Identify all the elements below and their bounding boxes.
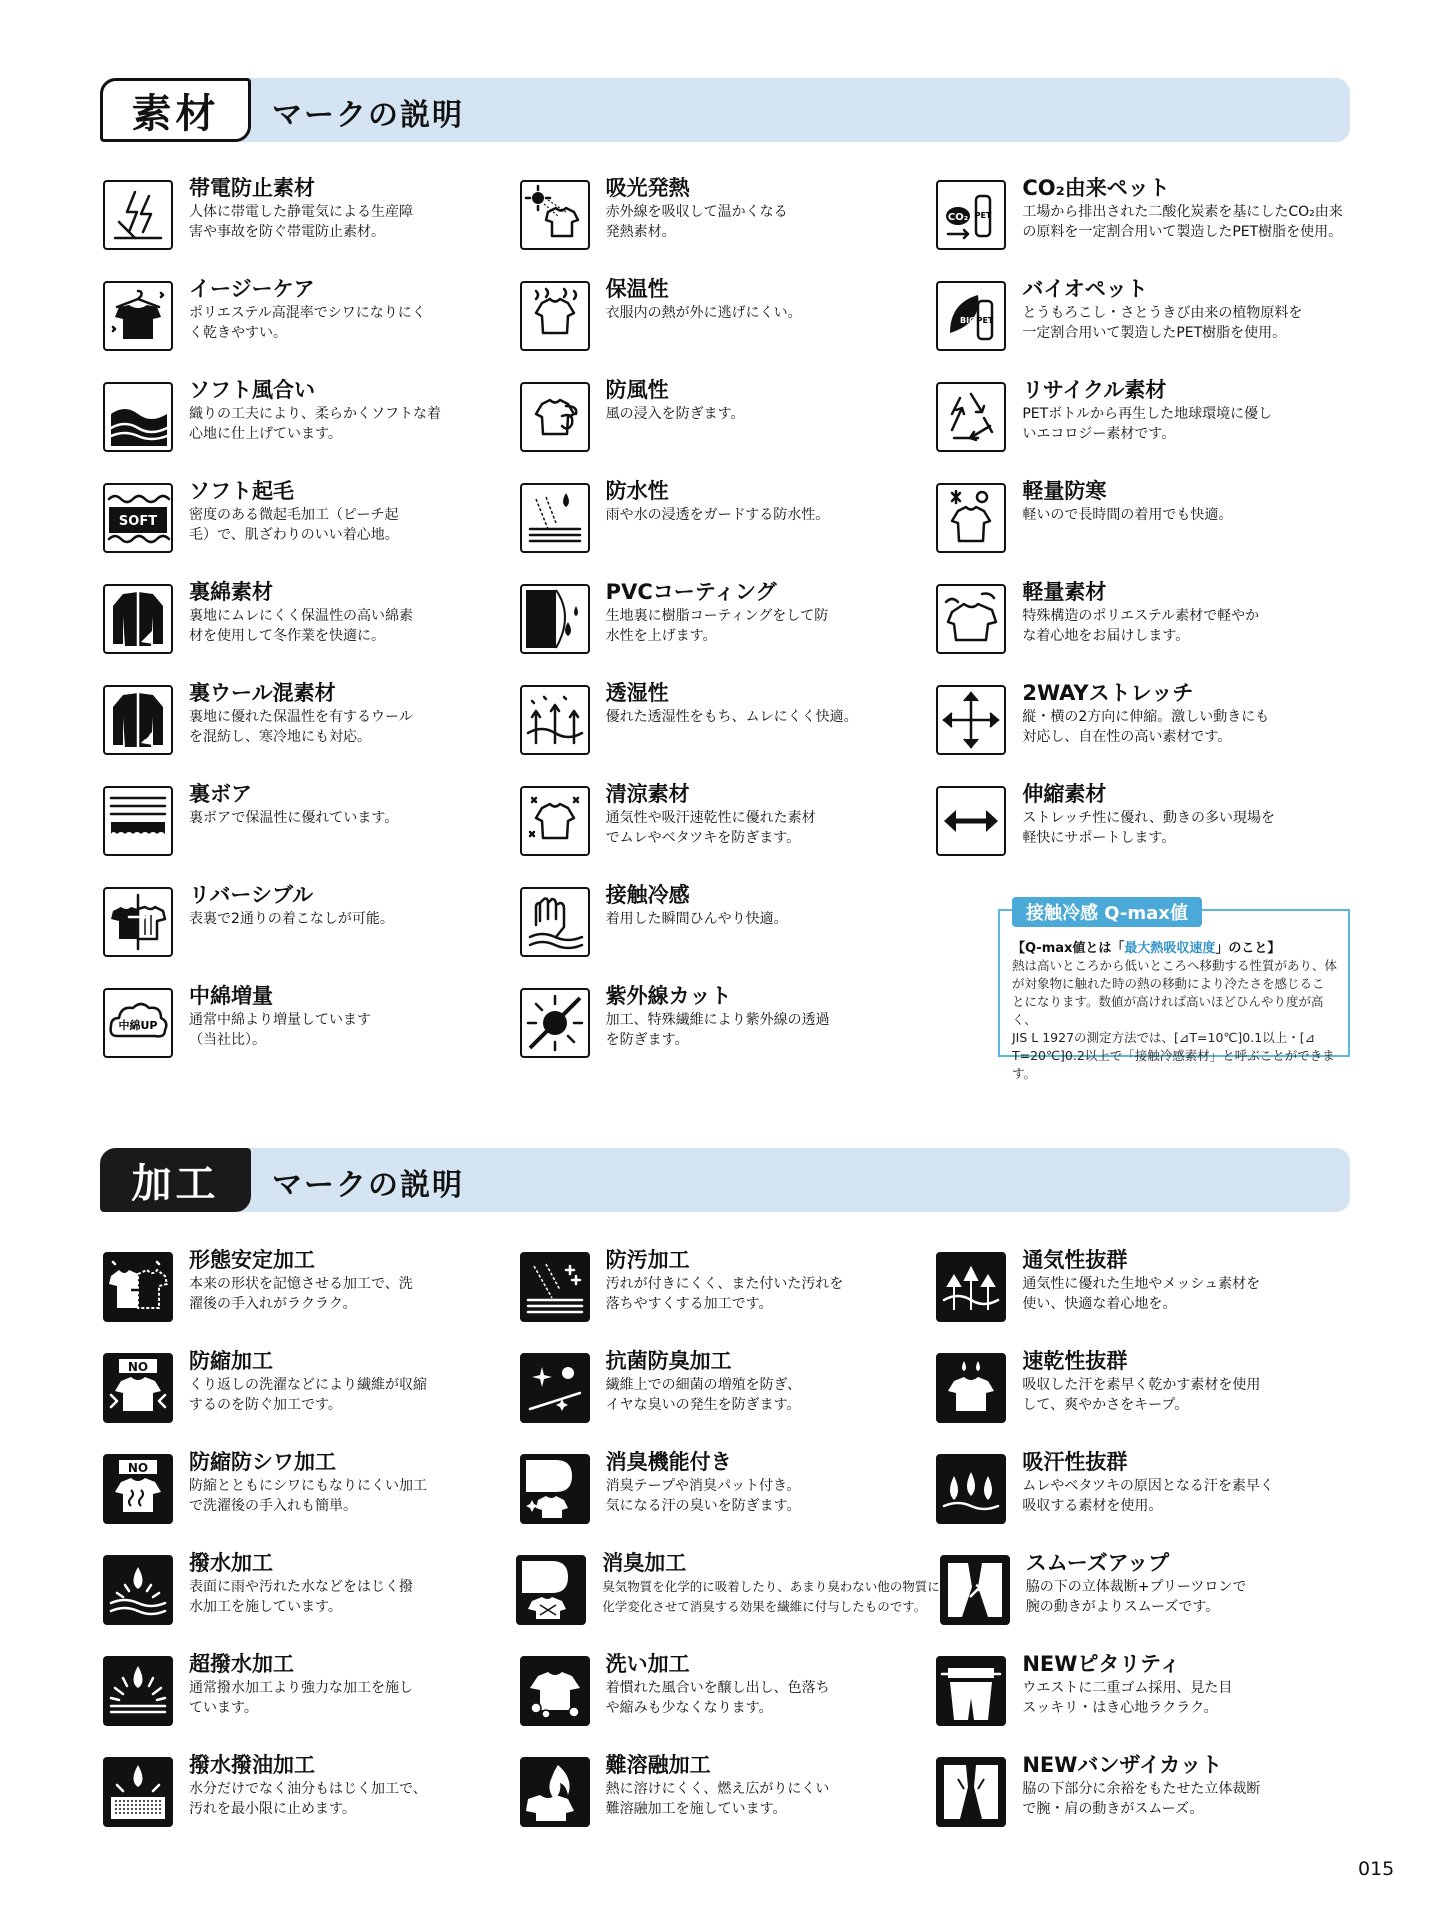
mark-title: 撥水撥油加工 <box>189 1753 315 1777</box>
mark-item <box>940 1551 1353 1656</box>
cool-hand-icon <box>520 887 590 957</box>
warm-shirt-icon <box>520 281 590 351</box>
mark-description: イヤな臭いの発生を防ぎます。 <box>605 1397 801 1413</box>
breathable-icon <box>520 685 590 755</box>
mark-text <box>606 1751 830 1819</box>
mark-description: な着心地をお届けします。 <box>1022 628 1190 644</box>
no-shrink-icon <box>103 1353 173 1423</box>
mark-row <box>103 782 1353 887</box>
mark-item <box>103 984 520 1089</box>
mark-description: 脇の下部分に余裕をもたせた立体裁断 <box>1022 1781 1261 1797</box>
mark-text <box>606 1448 801 1516</box>
mark-description: 工場から排出された二酸化炭素を基にしたCO₂由来 <box>1022 204 1343 220</box>
processing-mark-grid <box>103 1248 1353 1858</box>
mark-description: 通気性や吸汗速乾性に優れた素材 <box>605 810 816 826</box>
mark-description: 加工、特殊繊維により紫外線の透過 <box>605 1012 830 1028</box>
banzai-cut-icon <box>936 1757 1006 1827</box>
mark-text <box>189 780 398 828</box>
mark-title: 伸縮素材 <box>1022 782 1107 806</box>
mark-title: 防水性 <box>605 479 669 503</box>
mark-item <box>103 176 520 281</box>
mark-description: 脇の下の立体裁断+プリーツロンで <box>1025 1579 1247 1595</box>
mark-item <box>520 984 937 1089</box>
flame-resist-icon <box>520 1757 590 1827</box>
mark-title: 中綿増量 <box>189 984 273 1008</box>
qmax-text: 熱は高いところから低いところへ移動する性質があり、体 が対象物に触れた時の熱の移動により冷たさを感じるこ とになります。数値が高ければ高いほどひんやり度が高く、 JIS L 1927の測定方法では、[⊿T=10℃]0.1以上・[⊿ T=20℃]0.2以上で「接触冷感素材」と呼ぶことができます。 <box>1012 958 1338 1081</box>
mark-description: 害や事故を防ぐ帯電防止素材。 <box>189 224 385 240</box>
mark-title: 防汚加工 <box>605 1248 690 1272</box>
mark-description: スッキリ・はき心地ラクラク。 <box>1022 1700 1218 1716</box>
co2-pet-icon <box>936 180 1006 250</box>
jacket-wool-icon <box>103 685 173 755</box>
mark-text <box>602 1549 940 1617</box>
processing-section-label: 加工 <box>100 1148 251 1212</box>
mark-title: ソフト起毛 <box>189 479 294 503</box>
mark-text <box>189 174 413 242</box>
mark-description: 表裏で2通りの着こなしが可能。 <box>189 911 394 927</box>
cool-shirt-icon <box>520 786 590 856</box>
mark-title: NEWバンザイカット <box>1022 1753 1223 1777</box>
stain-guard-icon <box>520 1252 590 1322</box>
mark-item <box>103 479 520 584</box>
mark-title: 速乾性抜群 <box>1022 1349 1128 1373</box>
mark-description: 本来の形状を記憶させる加工で、洗 <box>189 1276 413 1292</box>
mark-item <box>520 1753 937 1858</box>
deodorant-tape-icon <box>520 1454 590 1524</box>
waterproof-icon <box>520 483 590 553</box>
qmax-tab: 接触冷感 Q-max値 <box>1012 897 1202 927</box>
processing-section-header <box>100 1148 1350 1212</box>
mark-description: して、爽やかさをキープ。 <box>1022 1397 1189 1413</box>
mark-title: 清涼素材 <box>605 782 690 806</box>
uv-cut-icon <box>520 988 590 1058</box>
mark-description: 裏ボアで保温性に優れています。 <box>189 810 399 826</box>
mark-text <box>1022 477 1232 525</box>
mark-title: スムーズアップ <box>1025 1551 1170 1575</box>
smooth-up-icon <box>940 1555 1010 1625</box>
mark-title: CO₂由来ペット <box>1022 176 1170 200</box>
mark-row <box>103 277 1353 382</box>
mark-text <box>606 477 830 525</box>
material-section-header <box>100 78 1350 142</box>
mark-description: とうもろこし・さとうきび由来の植物原料を <box>1022 305 1303 321</box>
mark-item <box>520 681 937 786</box>
mark-row <box>103 681 1353 786</box>
mark-row <box>103 1652 1353 1757</box>
mark-item <box>103 883 520 988</box>
mark-item <box>103 1551 516 1656</box>
mark-description: で洗濯後の手入れも簡単。 <box>189 1498 357 1514</box>
mark-text <box>189 679 413 747</box>
mark-item <box>936 1349 1353 1454</box>
mark-item <box>103 1248 520 1353</box>
mark-text <box>606 275 802 323</box>
mark-description: 水性を上げます。 <box>605 628 717 644</box>
mark-description: 汚れを最小限に止めます。 <box>189 1801 356 1817</box>
mark-description: でムレやベタツキを防ぎます。 <box>605 830 801 846</box>
mark-row <box>103 1248 1353 1353</box>
mark-description: PETボトルから再生した地球環境に優し <box>1022 406 1273 422</box>
qmax-heading: 【Q-max値とは「最大熱吸収速度」のこと】 <box>1012 941 1281 956</box>
mark-description: 着用した瞬間ひんやり快適。 <box>605 911 788 927</box>
sun-shirt-icon <box>520 180 590 250</box>
mark-text <box>189 1549 413 1617</box>
mark-item <box>936 782 1353 887</box>
mark-description: 消臭テープや消臭パット付き。 <box>605 1478 801 1494</box>
mark-description: （当社比）。 <box>189 1032 266 1048</box>
mark-title: 超撥水加工 <box>189 1652 294 1676</box>
mark-item <box>520 1652 937 1757</box>
oil-repellent-icon <box>103 1757 173 1827</box>
hanger-shirt-icon <box>103 281 173 351</box>
svg-text:NO: NO <box>127 1360 149 1374</box>
mark-item <box>520 378 937 483</box>
mark-description: 水加工を施しています。 <box>189 1599 342 1615</box>
mark-title: 軽量素材 <box>1022 580 1107 604</box>
mark-title: 難溶融加工 <box>605 1753 711 1777</box>
mark-text <box>189 275 426 343</box>
mark-text <box>606 679 858 727</box>
mark-description: 通常撥水加工より強力な加工を施し <box>189 1680 413 1696</box>
mark-description: 人体に帯電した静電気による生産障 <box>189 204 413 220</box>
mark-description: 生地裏に樹脂コーティングをして防 <box>605 608 829 624</box>
mark-item <box>936 277 1353 382</box>
mark-description: 腕の動きがよりスムーズです。 <box>1025 1599 1220 1615</box>
mark-description: 難溶融加工を施しています。 <box>605 1801 787 1817</box>
mark-title: イージーケア <box>189 277 315 301</box>
mark-text <box>606 982 830 1050</box>
mark-item <box>936 1753 1353 1858</box>
mark-item <box>520 782 937 887</box>
mark-title: 紫外線カット <box>605 984 732 1008</box>
four-arrows-icon <box>936 685 1006 755</box>
mark-text <box>189 1448 427 1516</box>
mark-description: ムレやベタツキの原因となる汗を素早く <box>1022 1478 1274 1494</box>
mark-description: 臭気物質を化学的に吸着したり、あまり臭わない他の物質に <box>602 1579 940 1594</box>
mark-item <box>520 1349 937 1454</box>
svg-text:PET: PET <box>976 316 994 325</box>
mark-title: 帯電防止素材 <box>189 176 315 200</box>
mark-description: 裏地にムレにくく保温性の高い綿素 <box>189 608 413 624</box>
mark-description: するのを防ぐ加工です。 <box>189 1397 342 1413</box>
mark-row <box>103 479 1353 584</box>
mark-description: 化学変化させて消臭する効果を繊維に付与したものです。 <box>602 1599 927 1614</box>
mark-text <box>189 982 371 1050</box>
mark-item <box>520 479 937 584</box>
mark-item <box>936 1652 1353 1757</box>
material-section-label: 素材 <box>100 78 251 142</box>
svg-text:CO₂: CO₂ <box>948 212 969 223</box>
mark-item <box>936 1450 1353 1555</box>
mark-description: 汚れが付きにくく、また付いた汚れを <box>605 1276 844 1292</box>
mark-description: 毛）で、肌ざわりのいい着心地。 <box>189 527 399 543</box>
mark-description: 通気性に優れた生地やメッシュ素材を <box>1022 1276 1261 1292</box>
svg-text:BIO: BIO <box>960 316 977 325</box>
mark-item <box>103 782 520 887</box>
mark-row <box>103 176 1353 281</box>
mark-description: 吸収する素材を使用。 <box>1022 1498 1163 1514</box>
mark-title: リバーシブル <box>189 883 314 907</box>
mark-text <box>189 1650 413 1718</box>
mark-text <box>606 1347 801 1415</box>
page-number: 015 <box>1358 1858 1395 1880</box>
mark-description: 繊維上での細菌の増殖を防ぎ、 <box>605 1377 802 1393</box>
mark-title: 抗菌防臭加工 <box>605 1349 732 1373</box>
qmax-info-box <box>998 903 1350 1081</box>
sweat-drops-icon <box>936 1454 1006 1524</box>
mark-title: NEWピタリティ <box>1022 1652 1181 1676</box>
mark-text <box>1022 780 1275 848</box>
mark-description: 特殊構造のポリエステル素材で軽やか <box>1022 608 1260 624</box>
material-section-subtitle: マークの説明 <box>272 98 464 133</box>
mark-title: 保温性 <box>605 277 669 301</box>
shape-stable-icon <box>103 1252 173 1322</box>
mark-text <box>189 477 399 545</box>
mark-title: 通気性抜群 <box>1022 1248 1128 1272</box>
mark-row <box>103 1551 1353 1656</box>
mark-description: 衣服内の熱が外に逃げにくい。 <box>605 305 802 321</box>
mark-item <box>936 580 1353 685</box>
ventilation-icon <box>936 1252 1006 1322</box>
deodorize-icon <box>516 1555 586 1625</box>
mark-title: 裏ボア <box>189 782 252 806</box>
wash-icon <box>520 1656 590 1726</box>
mark-description: 水分だけでなく油分もはじく加工で、 <box>189 1781 427 1797</box>
soft-nap-icon <box>103 483 173 553</box>
waist-icon <box>936 1656 1006 1726</box>
mark-item <box>103 681 520 786</box>
mark-text <box>1022 679 1269 747</box>
mark-row <box>103 1753 1353 1858</box>
antibacterial-icon <box>520 1353 590 1423</box>
pvc-coating-icon <box>520 584 590 654</box>
mark-item <box>520 1248 937 1353</box>
quick-dry-icon <box>936 1353 1006 1423</box>
mark-description: 濯後の手入れがラクラク。 <box>189 1296 357 1312</box>
mark-text <box>606 881 788 929</box>
mark-description: 織りの工夫により、柔らかくソフトな着 <box>189 406 441 422</box>
svg-text:NO: NO <box>127 1461 149 1475</box>
mark-item <box>520 1450 937 1555</box>
mark-item <box>103 580 520 685</box>
mark-text <box>189 1246 413 1314</box>
mark-description: で腕・肩の動きがスムーズ。 <box>1022 1801 1204 1817</box>
mark-description: 着慣れた風合いを醸し出し、色落ち <box>605 1680 830 1696</box>
mark-description: 密度のある微起毛加工（ピーチ起 <box>189 507 399 523</box>
mark-title: 透湿性 <box>605 681 669 705</box>
light-shirt-icon <box>936 584 1006 654</box>
mark-description: くり返しの洗濯などにより繊維が収縮 <box>189 1377 427 1393</box>
mark-description: 吸収した汗を素早く乾かす素材を使用 <box>1022 1377 1261 1393</box>
mark-text <box>1022 1246 1260 1314</box>
mark-item <box>516 1551 940 1656</box>
mark-description: 心地に仕上げています。 <box>189 426 342 442</box>
mark-row <box>103 580 1353 685</box>
mark-item <box>520 883 937 988</box>
mark-description: を防ぎます。 <box>605 1032 689 1048</box>
mark-text <box>606 174 788 242</box>
mark-item <box>936 378 1353 483</box>
mark-title: ソフト風合い <box>189 378 315 402</box>
cloud-icon <box>103 988 173 1058</box>
mark-text <box>1022 1650 1232 1718</box>
mark-description: 材を使用して冬作業を快適に。 <box>189 628 385 644</box>
mark-description: を混紡し、寒冷地にも対応。 <box>189 729 371 745</box>
mark-description: 雨や水の浸透をガードする防水性。 <box>605 507 830 523</box>
mark-description: 裏地に優れた保温性を有するウール <box>189 709 413 725</box>
mark-description: 熱に溶けにくく、燃え広がりにくい <box>605 1781 830 1797</box>
mark-item <box>103 1349 520 1454</box>
mark-text <box>1022 174 1342 242</box>
mark-title: 防縮加工 <box>189 1349 273 1373</box>
mark-description: ポリエステル高混率でシワになりにく <box>189 305 426 321</box>
mark-item <box>936 681 1353 786</box>
svg-text:中綿UP: 中綿UP <box>118 1019 158 1032</box>
mark-title: 吸光発熱 <box>605 176 690 200</box>
mark-description: 風の浸入を防ぎます。 <box>605 406 745 422</box>
recycle-icon <box>936 382 1006 452</box>
wind-shirt-icon <box>520 382 590 452</box>
mark-item <box>936 479 1353 584</box>
mark-title: 裏ウール混素材 <box>189 681 336 705</box>
mark-description: 通常中綿より増量しています <box>189 1012 371 1028</box>
processing-section-subtitle: マークの説明 <box>272 1168 464 1203</box>
mark-description: 防縮とともにシワにもなりにくい加工 <box>189 1478 427 1494</box>
jacket-cotton-icon <box>103 584 173 654</box>
mark-title: 接触冷感 <box>605 883 690 907</box>
mark-item <box>103 1450 520 1555</box>
mark-item <box>103 1652 520 1757</box>
mark-description: 対応し、自在性の高い素材です。 <box>1022 729 1232 745</box>
mark-title: 形態安定加工 <box>189 1248 315 1272</box>
mark-text <box>1022 275 1302 343</box>
mark-title: 軽量防寒 <box>1022 479 1107 503</box>
mark-item <box>936 1248 1353 1353</box>
mark-description: ストレッチ性に優れ、動きの多い現場を <box>1022 810 1276 826</box>
mark-title: リサイクル素材 <box>1022 378 1167 402</box>
mark-description: ウエストに二重ゴム採用、見た目 <box>1022 1680 1233 1696</box>
mark-description: 優れた透湿性をもち、ムレにくく快適。 <box>605 709 858 725</box>
mark-description: の原料を一定割合用いて製造したPET樹脂を使用。 <box>1022 224 1343 240</box>
mark-title: バイオペット <box>1022 277 1148 301</box>
mark-item <box>103 378 520 483</box>
mark-text <box>606 1650 830 1718</box>
mark-item <box>103 277 520 382</box>
mark-description: く乾きやすい。 <box>189 325 287 341</box>
reversible-icon <box>103 887 173 957</box>
snow-shirt-icon <box>936 483 1006 553</box>
mark-item <box>520 176 937 281</box>
mark-description: 発熱素材。 <box>605 224 676 240</box>
lightning-icon <box>103 180 173 250</box>
mark-description: 縦・横の2方向に伸縮。激しい動きにも <box>1022 709 1270 725</box>
mark-title: 防風性 <box>605 378 669 402</box>
water-repellent-icon <box>103 1555 173 1625</box>
mark-text <box>1022 578 1259 646</box>
mark-title: 消臭機能付き <box>605 1450 732 1474</box>
mark-description: 落ちやすくする加工です。 <box>605 1296 773 1312</box>
mark-description: 軽いので長時間の着用でも快適。 <box>1022 507 1233 523</box>
mark-row <box>103 378 1353 483</box>
bio-pet-icon <box>936 281 1006 351</box>
mark-text <box>1022 376 1272 444</box>
mark-item <box>520 277 937 382</box>
mark-item <box>520 580 937 685</box>
boa-icon <box>103 786 173 856</box>
mark-description: 一定割合用いて製造したPET樹脂を使用。 <box>1022 325 1287 341</box>
super-repellent-icon <box>103 1656 173 1726</box>
mark-text <box>1022 1448 1274 1516</box>
mark-title: PVCコーティング <box>605 580 777 604</box>
mark-title: 吸汗性抜群 <box>1022 1450 1128 1474</box>
mark-row <box>103 1349 1353 1454</box>
mark-text <box>606 1246 844 1314</box>
mark-title: 2WAYストレッチ <box>1022 681 1194 705</box>
mark-item <box>936 176 1353 281</box>
mark-description: 軽快にサポートします。 <box>1022 830 1176 846</box>
mark-text <box>189 376 441 444</box>
mark-text <box>606 376 745 424</box>
two-arrows-icon <box>936 786 1006 856</box>
mark-text <box>189 1751 427 1819</box>
mark-description: 気になる汗の臭いを防ぎます。 <box>605 1498 801 1514</box>
mark-description: いエコロジー素材です。 <box>1022 426 1176 442</box>
mark-text <box>1022 1347 1260 1415</box>
svg-text:SOFT: SOFT <box>118 514 158 529</box>
mark-description: 使い、快適な着心地を。 <box>1022 1296 1177 1312</box>
mark-description: ています。 <box>189 1700 258 1716</box>
svg-text:PET: PET <box>974 211 992 220</box>
soft-wave-icon <box>103 382 173 452</box>
mark-description: 表面に雨や汚れた水などをはじく撥 <box>189 1579 413 1595</box>
mark-title: 撥水加工 <box>189 1551 273 1575</box>
mark-title: 裏綿素材 <box>189 580 273 604</box>
mark-text <box>606 578 829 646</box>
no-shrink-wrinkle-icon <box>103 1454 173 1524</box>
mark-text <box>189 881 394 929</box>
mark-description: や縮みも少なくなります。 <box>605 1700 773 1716</box>
mark-title: 洗い加工 <box>605 1652 690 1676</box>
mark-text <box>1022 1751 1260 1819</box>
mark-text <box>1026 1549 1247 1617</box>
mark-text <box>606 780 816 848</box>
mark-row <box>103 1450 1353 1555</box>
mark-text <box>189 1347 427 1415</box>
mark-item <box>103 1753 520 1858</box>
mark-text <box>189 578 413 646</box>
mark-description: 赤外線を吸収して温かくなる <box>605 204 788 220</box>
mark-title: 防縮防シワ加工 <box>189 1450 336 1474</box>
mark-title: 消臭加工 <box>602 1551 687 1575</box>
